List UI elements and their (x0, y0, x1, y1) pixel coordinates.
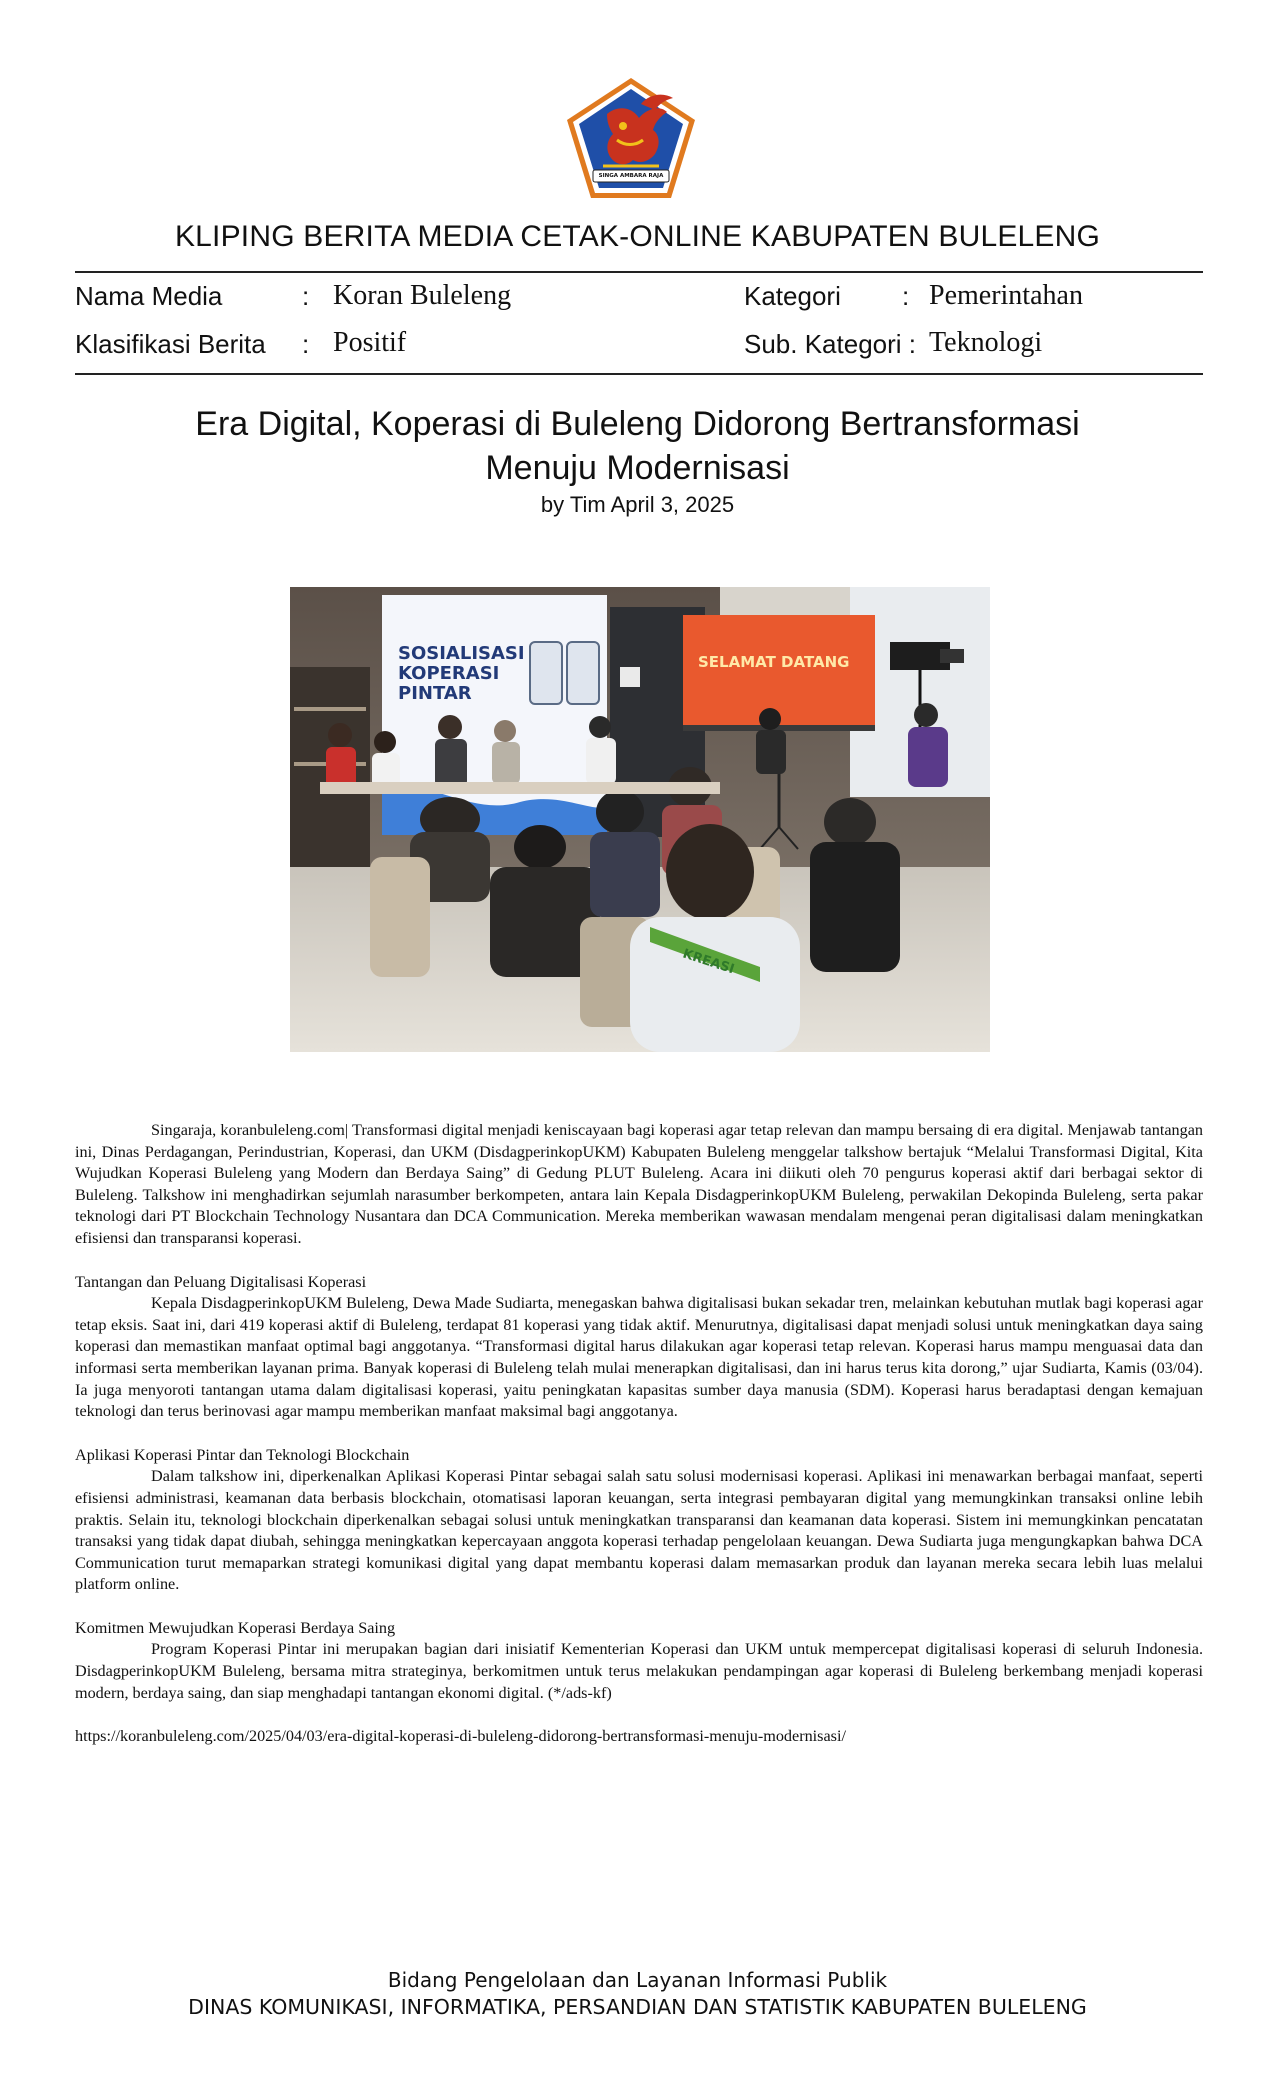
svg-text:SOSIALISASI: SOSIALISASI (398, 643, 525, 664)
buleleng-emblem (563, 74, 699, 202)
article-paragraph-2: Kepala DisdagperinkopUKM Buleleng, Dewa Made Sudiarta, menegaskan bahwa digitalisasi bukan sekadar tren, melainkan kebutuhan mutlak bagi koperasi agar tetap eksis. Saat ini, dari 419 koperasi aktif di Buleleng, terdapat 81 koperasi yang tidak aktif. Menurutnya, digitalisasi dapat menjadi solusi untuk meningkatkan daya saing koperasi dan memastikan manfaat optimal bagi anggotanya. “Transformasi digital harus dilakukan agar koperasi tetap relevan. Koperasi harus mampu menguasai data dan informasi serta memberikan layanan prima. Banyak koperasi di Buleleng telah mulai menerapkan digitalisasi, dan ini harus terus kita dorong,” ujar Sudiarta, Kamis (03/04). Ia juga menyoroti tantangan utama dalam digitalisasi koperasi, yaitu peningkatan kapasitas sumber daya manusia (SDM). Koperasi harus beradaptasi dengan kemajuan teknologi dan terus berinovasi agar mampu memberikan manfaat maksimal bagi anggotanya. (75, 1294, 1203, 1421)
subkategori-value: Teknologi (929, 327, 1043, 358)
footer (0, 1967, 1275, 2021)
meta-bottom-rule (75, 373, 1203, 375)
kategori-value: Pemerintahan (929, 280, 1083, 311)
svg-text:KREASI: KREASI (680, 946, 737, 978)
article-subheading-3: Aplikasi Koperasi Pintar dan Teknologi Blockchain (75, 1445, 410, 1464)
subkategori-label: Sub. Kategori : (744, 329, 916, 359)
media-colon: : (302, 281, 310, 311)
article-paragraph-1: Singaraja, koranbuleleng.com| Transformasi digital menjadi keniscayaan bagi koperasi agar tetap relevan dan mampu bersaing di era digital. Menjawab tantangan ini, Dinas Perdagangan, Perindustrian, Koperasi, dan UKM (DisdagperinkopUKM) Kabupaten Buleleng menggelar talkshow bertajuk “Melalui Transformasi Digital, Kita Wujudkan Koperasi Buleleng yang Modern dan Berdaya Saing” di Gedung PLUT Buleleng. Acara ini diikuti oleh 70 pengurus koperasi aktif dari berbagai sektor di Buleleng. Talkshow ini menghadirkan sejumlah narasumber berkompeten, antara lain Kepala DisdagperinkopUKM Buleleng, perwakilan Dekopinda Buleleng, serta pakar teknologi dari PT Blockchain Technology Nusantara dan DCA Communication. Mereka memberikan wawasan mendalam mengenai peran digitalisasi dalam meningkatkan efisiensi dan transparansi koperasi. (75, 1121, 1203, 1247)
article-byline: by Tim April 3, 2025 (540, 492, 735, 517)
media-label: Nama Media (75, 281, 223, 311)
kategori-label: Kategori (744, 281, 841, 311)
kategori-colon: : (902, 281, 910, 311)
svg-text:SELAMAT DATANG: SELAMAT DATANG (698, 653, 850, 671)
article-subheading-2: Tantangan dan Peluang Digitalisasi Koperasi (75, 1272, 367, 1291)
source-url-link[interactable]: https://koranbuleleng.com/2025/04/03/era-digital-koperasi-di-buleleng-didorong-bertransformasi-menuju-modernisasi/ (75, 1727, 846, 1746)
emblem-banner-text: SINGA AMBARA RAJA (598, 173, 664, 179)
footer-department: Bidang Pengelolaan dan Layanan Informasi Publik (387, 1968, 888, 1992)
svg-text:KOPERASI: KOPERASI (398, 663, 500, 684)
article-title (100, 402, 1175, 490)
klasifikasi-value: Positif (333, 327, 407, 358)
article-body (75, 1120, 1203, 1748)
header-title: KLIPING BERITA MEDIA CETAK-ONLINE KABUPATEN BULELENG (174, 220, 1101, 253)
footer-agency: DINAS KOMUNIKASI, INFORMATIKA, PERSANDIAN DAN STATISTIK KABUPATEN BULELENG (188, 1995, 1087, 2019)
article-subheading-4: Komitmen Mewujudkan Koperasi Berdaya Saing (75, 1618, 396, 1637)
article-paragraph-3: Dalam talkshow ini, diperkenalkan Aplikasi Koperasi Pintar sebagai salah satu solusi modernisasi koperasi. Aplikasi ini menawarkan berbagai manfaat, seperti efisiensi administrasi, keamanan data berbasis blockchain, otomatisasi laporan keuangan, serta integrasi pembayaran digital yang memungkinkan transaksi online lebih praktis. Selain itu, teknologi blockchain diperkenalkan sebagai solusi untuk meningkatkan transparansi dan keamanan data koperasi. Sistem ini memungkinkan pencatatan transaksi yang tidak dapat diubah, sehingga meningkatkan kepercayaan anggota koperasi terhadap pengelolaan keuangan. Dewa Sudiarta juga mengungkapkan bahwa DCA Communication turut memaparkan strategi komunikasi digital yang dapat membantu koperasi dalam memasarkan produk dan layanan mereka secara lebih luas melalui platform online. (75, 1467, 1203, 1594)
klasifikasi-label: Klasifikasi Berita (75, 329, 266, 359)
article-photo (290, 587, 990, 1052)
article-title-line1: Era Digital, Koperasi di Buleleng Didorong Bertransformasi (195, 405, 1080, 443)
media-value: Koran Buleleng (333, 280, 512, 311)
klasifikasi-colon: : (302, 329, 310, 359)
header-top-rule (75, 271, 1203, 273)
article-title-line2: Menuju Modernisasi (485, 449, 790, 487)
svg-text:PINTAR: PINTAR (398, 683, 472, 704)
article-paragraph-4: Program Koperasi Pintar ini merupakan bagian dari inisiatif Kementerian Koperasi dan UKM untuk mempercepat digitalisasi koperasi di seluruh Indonesia. DisdagperinkopUKM Buleleng, bersama mitra strateginya, berkomitmen untuk terus melakukan pendampingan agar koperasi di Buleleng berkembang menjadi koperasi modern, berdaya saing, dan siap menghadapi tantangan ekonomi digital. (*/ads-kf) (75, 1640, 1203, 1702)
